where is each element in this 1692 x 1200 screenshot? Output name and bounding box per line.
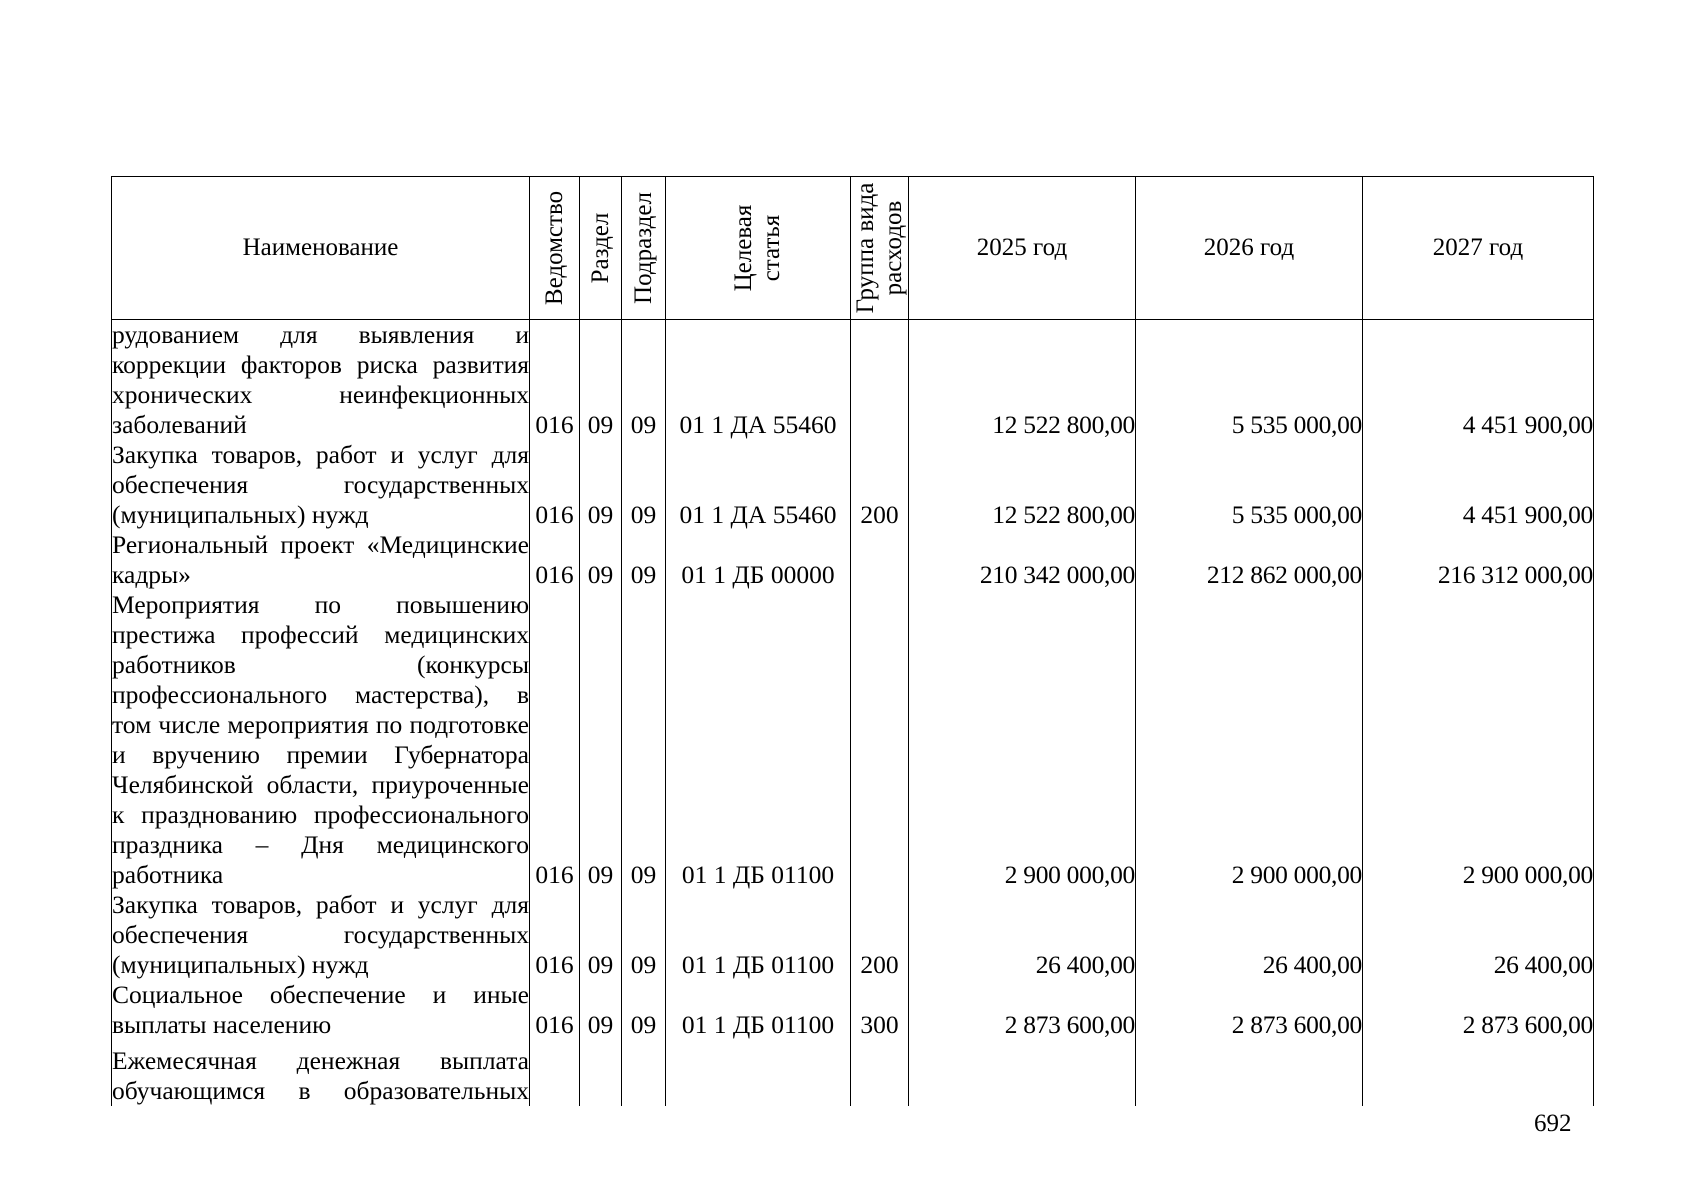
header-group-line1: Группа вида xyxy=(851,182,879,314)
header-target-line1: Целевая xyxy=(730,204,757,292)
header-row xyxy=(112,177,1594,320)
row-group xyxy=(851,1040,909,1106)
row-dept: 016 xyxy=(530,530,580,590)
row-subsection: 09 xyxy=(622,320,666,441)
table-row xyxy=(112,1040,1594,1106)
row-dept: 016 xyxy=(530,440,580,530)
header-target xyxy=(666,177,851,320)
row-subsection: 09 xyxy=(622,980,666,1040)
row-2027 xyxy=(1363,1040,1594,1106)
row-2025: 26 400,00 xyxy=(909,890,1136,980)
header-target-line2: статья xyxy=(758,214,785,282)
row-name: Закупка товаров, работ и услуг для обеспечения государственных (муниципальных) нужд xyxy=(112,890,529,979)
row-name: Мероприятия по повышению престижа профессий медицинских работников (конкурсы профессионального мастерства), в том числе мероприятия по подготовке и вручению премии Губернатора Челябинской области, приуроченные к празднованию профессионального праздника – Дня медицинского работника xyxy=(112,590,529,889)
row-name: Ежемесячная денежная выплата обучающимся в образовательных xyxy=(112,1040,530,1106)
row-2026: 212 862 000,00 xyxy=(1136,530,1363,590)
row-2027: 4 451 900,00 xyxy=(1363,440,1594,530)
row-2026: 5 535 000,00 xyxy=(1136,440,1363,530)
row-section: 09 xyxy=(580,320,622,441)
row-2025: 12 522 800,00 xyxy=(909,440,1136,530)
row-2027: 2 900 000,00 xyxy=(1363,590,1594,890)
table-row xyxy=(112,980,1594,1040)
row-dept xyxy=(530,1040,580,1106)
row-target: 01 1 ДА 55460 xyxy=(666,440,851,530)
page-number: 692 xyxy=(1534,1110,1572,1137)
row-2026: 26 400,00 xyxy=(1136,890,1363,980)
row-group: 300 xyxy=(851,980,909,1040)
row-2027: 216 312 000,00 xyxy=(1363,530,1594,590)
row-target: 01 1 ДБ 01100 xyxy=(666,980,851,1040)
row-name: Социальное обеспечение и иные выплаты населению xyxy=(112,980,529,1039)
row-dept: 016 xyxy=(530,980,580,1040)
row-section: 09 xyxy=(580,980,622,1040)
header-group-line2: расходов xyxy=(879,200,907,296)
row-subsection: 09 xyxy=(622,530,666,590)
header-2026: 2026 год xyxy=(1136,177,1363,320)
row-2027: 4 451 900,00 xyxy=(1363,320,1594,441)
row-2025 xyxy=(909,1040,1136,1106)
row-2025: 210 342 000,00 xyxy=(909,530,1136,590)
table-row xyxy=(112,590,1594,890)
row-target xyxy=(666,1040,851,1106)
row-target: 01 1 ДБ 01100 xyxy=(666,590,851,890)
table-row xyxy=(112,320,1594,441)
row-dept: 016 xyxy=(530,590,580,890)
row-group xyxy=(851,320,909,441)
row-target: 01 1 ДБ 01100 xyxy=(666,890,851,980)
row-group xyxy=(851,530,909,590)
row-2025: 2 900 000,00 xyxy=(909,590,1136,890)
row-subsection: 09 xyxy=(622,890,666,980)
row-target: 01 1 ДА 55460 xyxy=(666,320,851,441)
row-subsection: 09 xyxy=(622,440,666,530)
row-section: 09 xyxy=(580,440,622,530)
header-name: Наименование xyxy=(112,177,530,320)
row-2026: 2 900 000,00 xyxy=(1136,590,1363,890)
row-2025: 12 522 800,00 xyxy=(909,320,1136,441)
header-2027: 2027 год xyxy=(1363,177,1594,320)
row-dept: 016 xyxy=(530,320,580,441)
row-group xyxy=(851,590,909,890)
row-subsection: 09 xyxy=(622,590,666,890)
table-row xyxy=(112,440,1594,530)
row-target: 01 1 ДБ 00000 xyxy=(666,530,851,590)
row-name: Закупка товаров, работ и услуг для обеспечения государственных (муниципальных) нужд xyxy=(112,440,529,529)
row-dept: 016 xyxy=(530,890,580,980)
row-2027: 2 873 600,00 xyxy=(1363,980,1594,1040)
row-section: 09 xyxy=(580,890,622,980)
table-row xyxy=(112,890,1594,980)
row-section xyxy=(580,1040,622,1106)
row-group: 200 xyxy=(851,440,909,530)
row-2025: 2 873 600,00 xyxy=(909,980,1136,1040)
row-subsection xyxy=(622,1040,666,1106)
row-name: рудованием для выявления и коррекции факторов риска развития хронических неинфекционных заболеваний xyxy=(112,320,529,439)
row-2026: 2 873 600,00 xyxy=(1136,980,1363,1040)
row-name: Региональный проект «Медицинские кадры» xyxy=(112,530,529,589)
table-row xyxy=(112,530,1594,590)
row-2026: 5 535 000,00 xyxy=(1136,320,1363,441)
row-section: 09 xyxy=(580,590,622,890)
header-subsection: Подраздел xyxy=(622,177,666,320)
header-2025: 2025 год xyxy=(909,177,1136,320)
budget-table xyxy=(111,176,1594,1106)
header-group xyxy=(851,177,909,320)
row-group: 200 xyxy=(851,890,909,980)
header-dept: Ведомство xyxy=(530,177,580,320)
row-section: 09 xyxy=(580,530,622,590)
row-2027: 26 400,00 xyxy=(1363,890,1594,980)
row-2026 xyxy=(1136,1040,1363,1106)
header-section: Раздел xyxy=(580,177,622,320)
